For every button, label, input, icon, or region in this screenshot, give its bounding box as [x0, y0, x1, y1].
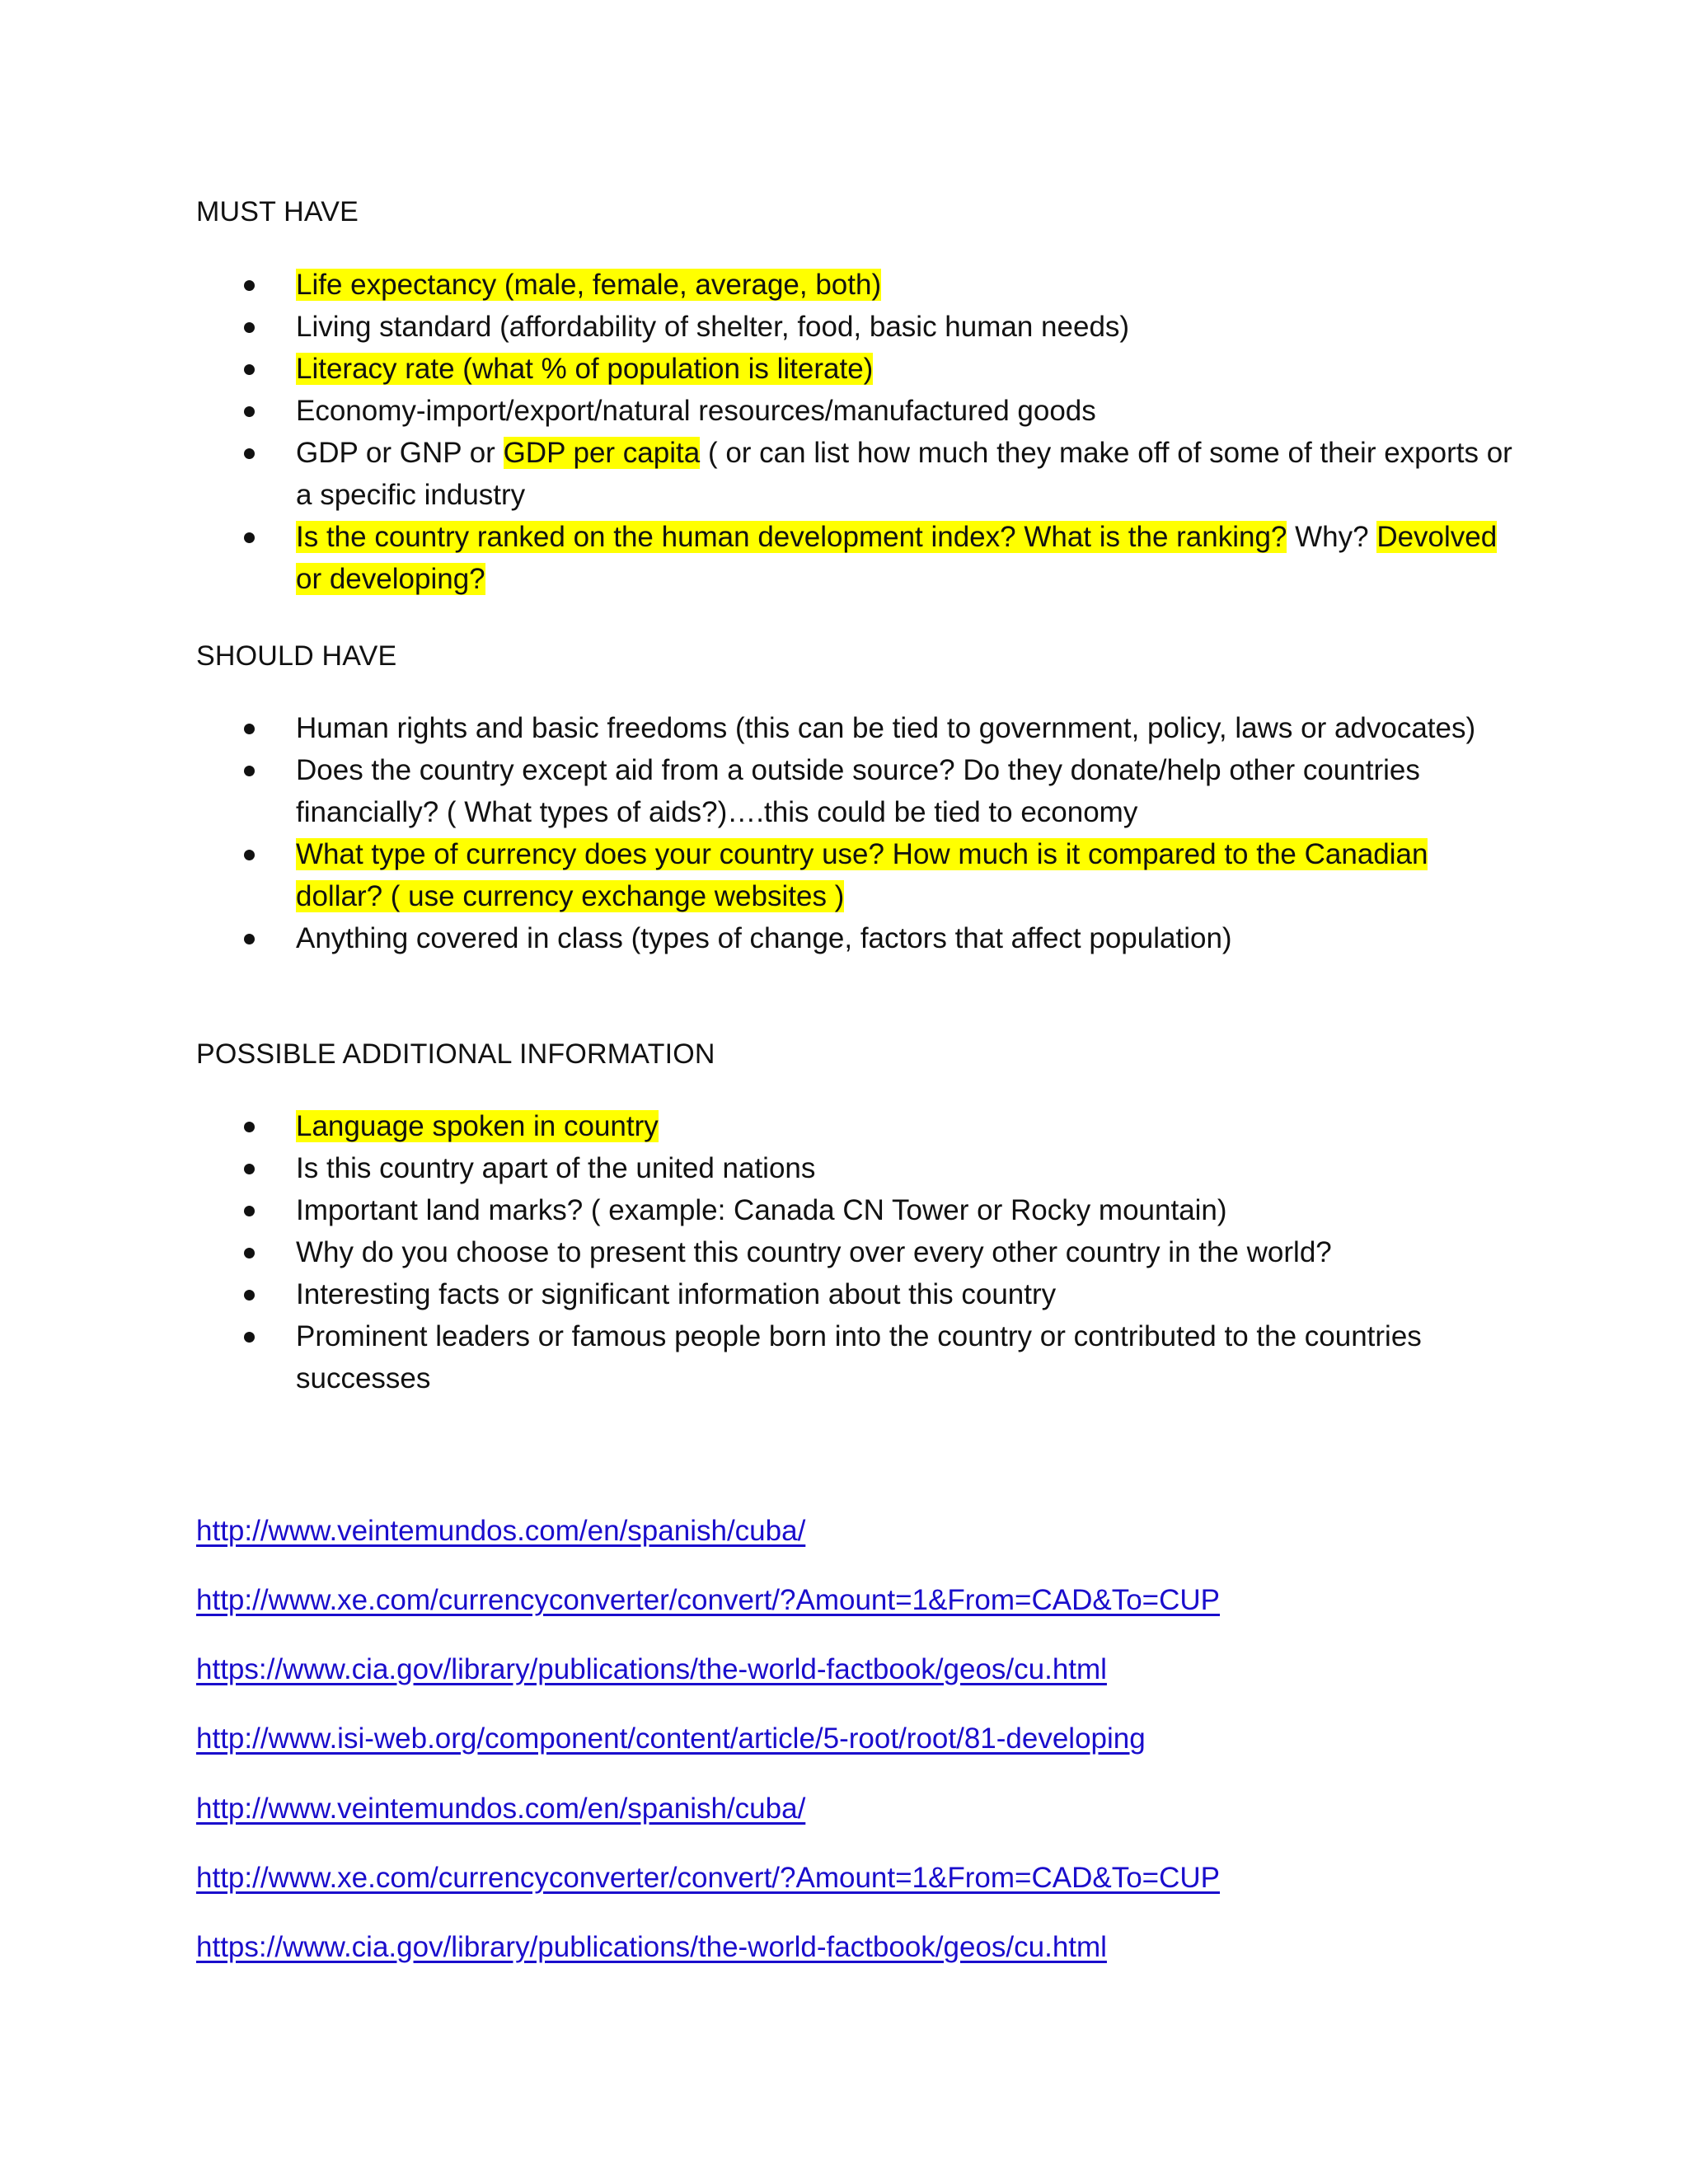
list-item: Why do you choose to present this country over every other country in the world?: [244, 1231, 1513, 1273]
link-cia-world-factbook[interactable]: https://www.cia.gov/library/publications/the-world-factbook/geos/cu.html: [196, 1653, 1107, 1685]
list-item: Does the country except aid from a outside source? Do they donate/help other countries financially? ( What types of aids?)….this could be tied to economy: [244, 749, 1513, 833]
link-veintemundos-cuba-2[interactable]: http://www.veintemundos.com/en/spanish/cuba/: [196, 1793, 806, 1825]
bullet-icon: [244, 406, 255, 417]
bullet-icon: [244, 724, 255, 734]
list-item: Living standard (affordability of shelter, food, basic human needs): [244, 306, 1513, 348]
bullet-icon: [244, 1122, 255, 1132]
link-isi-web-developing[interactable]: http://www.isi-web.org/component/content/article/5-root/root/81-developing: [196, 1722, 1146, 1755]
list-item: Anything covered in class (types of change, factors that affect population): [244, 917, 1513, 959]
link-cia-world-factbook-2[interactable]: https://www.cia.gov/library/publications/the-world-factbook/geos/cu.html: [196, 1931, 1107, 1963]
list-item: Is this country apart of the united nations: [244, 1147, 1513, 1189]
bullet-icon: [244, 850, 255, 860]
bullet-icon: [244, 532, 255, 543]
bullet-icon: [244, 1206, 255, 1216]
bullet-icon: [244, 766, 255, 776]
list-item: Interesting facts or significant information about this country: [244, 1273, 1513, 1315]
list-item: Life expectancy (male, female, average, both): [244, 264, 1513, 306]
bullet-icon: [244, 1290, 255, 1301]
bullet-icon: [244, 1164, 255, 1174]
list-item: Is the country ranked on the human development index? What is the ranking? Why? Devolved or developing?: [244, 516, 1513, 600]
bullet-icon: [244, 322, 255, 333]
section-heading-additional: POSSIBLE ADDITIONAL INFORMATION: [196, 1038, 715, 1070]
additional-info-list: [244, 1105, 1513, 1399]
section-heading-should-have: SHOULD HAVE: [196, 640, 397, 672]
bullet-icon: [244, 448, 255, 459]
bullet-icon: [244, 280, 255, 291]
list-item: Language spoken in country: [244, 1105, 1513, 1147]
list-item: GDP or GNP or GDP per capita ( or can list how much they make off of some of their exports or a specific industry: [244, 432, 1513, 516]
bullet-icon: [244, 1248, 255, 1258]
list-item: Literacy rate (what % of population is literate): [244, 348, 1513, 390]
section-heading-must-have: MUST HAVE: [196, 196, 359, 227]
link-xe-currency-converter-2[interactable]: http://www.xe.com/currencyconverter/convert/?Amount=1&From=CAD&To=CUP: [196, 1862, 1221, 1894]
link-veintemundos-cuba[interactable]: http://www.veintemundos.com/en/spanish/cuba/: [196, 1515, 806, 1547]
bullet-icon: [244, 934, 255, 944]
link-xe-currency-converter[interactable]: http://www.xe.com/currencyconverter/convert/?Amount=1&From=CAD&To=CUP: [196, 1584, 1221, 1616]
should-have-list: [244, 707, 1513, 959]
list-item: Economy-import/export/natural resources/manufactured goods: [244, 390, 1513, 432]
list-item: Important land marks? ( example: Canada CN Tower or Rocky mountain): [244, 1189, 1513, 1231]
must-have-list: [244, 264, 1513, 600]
list-item: Human rights and basic freedoms (this can be tied to government, policy, laws or advocates): [244, 707, 1513, 749]
bullet-icon: [244, 364, 255, 375]
bullet-icon: [244, 1332, 255, 1343]
list-item: What type of currency does your country use? How much is it compared to the Canadian dollar? ( use currency exchange websites ): [244, 833, 1513, 917]
list-item: Prominent leaders or famous people born into the country or contributed to the countries successes: [244, 1315, 1513, 1399]
